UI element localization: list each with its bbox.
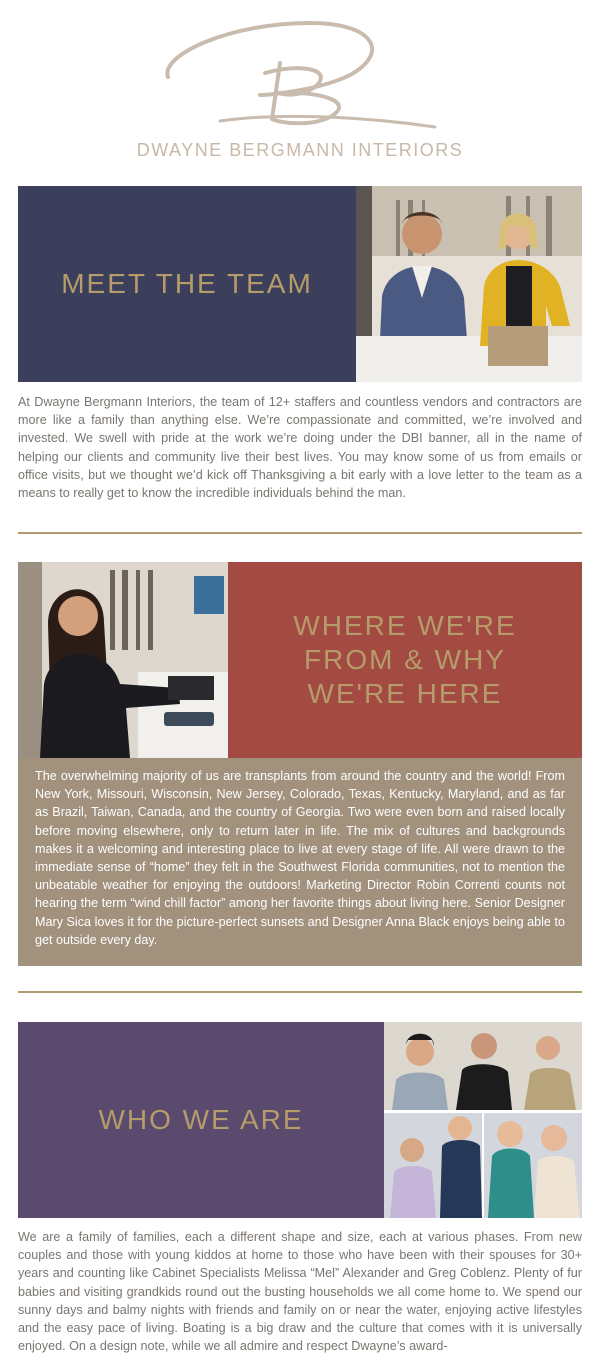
section-divider	[18, 991, 582, 993]
where-were-from-textbox	[18, 758, 582, 966]
team-photo-collage[interactable]	[384, 1022, 582, 1218]
meet-the-team-panel	[18, 186, 356, 382]
section-title: WHO WE ARE	[98, 1103, 304, 1135]
meet-the-team-text: At Dwayne Bergmann Interiors, the team of 12+ staffers and countless vendors and contractors are more like a family than anything else. We’re compassionate and committed, we’re involved and invested. We swell with pride at the work we’re doing under the DBI banner, all in the name of helping our clients and community live their best lives. You may know some of us from emails or office visits, but we thought we’d kick off Thanksgiving a bit early with a love letter to the team as a means to really get to know the incredible individuals behind the man.	[18, 395, 582, 501]
header-logo[interactable]	[0, 0, 600, 175]
where-were-from-text: The overwhelming majority of us are transplants from around the country and the world! From New York, Missouri, Wisconsin, New Jersey, Colorado, Texas, Kentucky, Maryland, and as far as Brazil, Taiwan, Canada, and the country of Georgia. Two were even born and raised locally before moving elsewhere, only to return later in life. The mix of cultures and backgrounds makes it a welcoming and interesting place to live at every stage of life. All were drawn to the immediate sense of “home” they felt in the Southwest Florida communities, not to mention the unbeatable weather for enjoying the outdoors! Marketing Director Robin Correnti counts not hearing the term “wind chill factor” among her favorite things about living here. Senior Designer Mary Sica loves it for the picture-perfect sunsets and Designer Anna Black enjoys being able to get outside every day.	[35, 769, 565, 947]
who-we-are-banner	[18, 1022, 582, 1218]
team-photo-two-people[interactable]	[356, 186, 582, 382]
where-were-from-banner	[18, 562, 582, 758]
photo-illustration	[18, 562, 228, 758]
brand-name: DWAYNE BERGMANN INTERIORS	[136, 140, 464, 160]
who-we-are-text: We are a family of families, each a different shape and size, each at various phases. From new couples and those with young kiddos at home to those who have been with their spouses for 30+ years and counting like Cabinet Specialists Melissa “Mel” Alexander and Greg Coblenz. Plenty of fur babies and visiting grandkids round out the busting households we all come home to. We spend our sunny days and balmy nights with friends and family on or near the water, enjoying active lifestyles and the easy pace of living. Boating is a big draw and the culture that comes with it is universally enjoyed. On a design note, while we all admire and respect Dwayne’s award-	[18, 1230, 582, 1354]
meet-the-team-banner	[18, 186, 582, 382]
photo-illustration	[384, 1022, 582, 1218]
who-we-are-panel	[18, 1022, 384, 1218]
photo-illustration	[356, 186, 582, 382]
section-title: WHERE WE'RE FROM & WHY WE'RE HERE	[293, 609, 517, 710]
where-were-from-panel	[228, 562, 582, 758]
section-title: MEET THE TEAM	[61, 267, 313, 299]
section-divider	[18, 532, 582, 534]
designer-at-desk-photo[interactable]	[18, 562, 228, 758]
monogram-logo-icon	[150, 15, 450, 135]
